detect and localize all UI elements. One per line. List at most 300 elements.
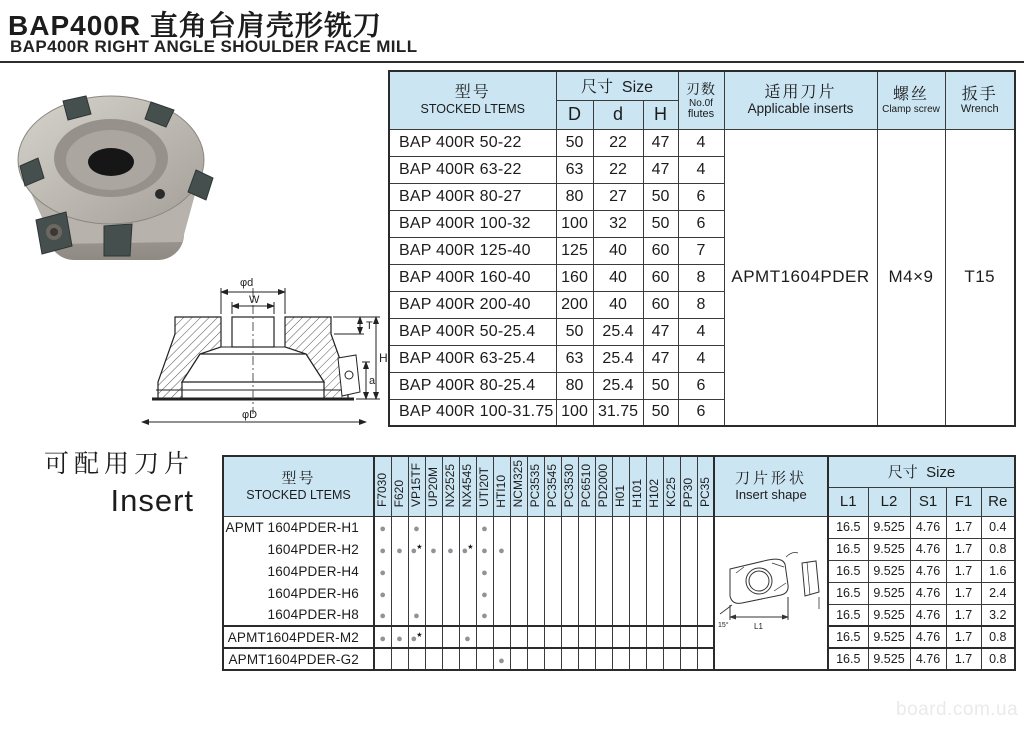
model-cell: BAP 400R 50-25.4 [389, 318, 556, 345]
availability-dot: ● [430, 544, 437, 557]
dim-H-cell: 47 [643, 318, 678, 345]
grade-mark-cell [578, 516, 595, 538]
grade-mark-cell [391, 648, 408, 670]
grade-mark-cell [612, 648, 629, 670]
insert-table-row [223, 626, 1015, 648]
size-subheader-l2: L2 [868, 487, 910, 516]
grade-mark-cell [629, 626, 646, 648]
grade-mark-cell [391, 604, 408, 626]
grade-mark-cell [374, 582, 391, 604]
availability-dot: ● [379, 610, 387, 622]
availability-dot: ● [379, 588, 387, 601]
flutes-cell: 6 [678, 372, 724, 399]
insert-shape-cell [714, 516, 828, 670]
grade-column-header-pc6510: PC6510 [578, 456, 595, 516]
insert-model-cell: 1604PDER-H6 [223, 582, 374, 604]
grade-mark-cell [527, 560, 544, 582]
dim-H-cell: 47 [643, 156, 678, 183]
dimension-drawing [120, 262, 388, 443]
col-header-D: D [556, 100, 593, 129]
insert-model-column-header: 型号 STOCKED LTEMS [223, 456, 374, 516]
availability-dot: ● [481, 544, 488, 557]
grade-mark-cell [544, 648, 561, 670]
insert-table-row [223, 538, 1015, 560]
grade-mark-cell [425, 604, 442, 626]
grade-column-header-kc25: KC25 [663, 456, 680, 516]
grade-mark-cell [578, 538, 595, 560]
size-value-cell: 4.76 [910, 516, 946, 538]
star-marker: ★ [467, 543, 474, 551]
availability-dot: ● [396, 632, 403, 645]
dim-d-cell: 32 [593, 210, 643, 237]
grade-mark-cell [510, 648, 527, 670]
insert-model-cell: APMT1604PDER-G2 [223, 648, 374, 670]
mill-table-body [389, 129, 1015, 426]
grade-mark-cell [408, 516, 425, 538]
model-cell: BAP 400R 160-40 [389, 264, 556, 291]
size-value-cell: 9.525 [868, 538, 910, 560]
insert-table-row [223, 516, 1015, 538]
grade-mark-cell [493, 516, 510, 538]
grade-mark-cell [459, 538, 476, 560]
model-cell: BAP 400R 125-40 [389, 237, 556, 264]
size-value-cell: 9.525 [868, 582, 910, 604]
dim-d-cell: 25.4 [593, 318, 643, 345]
grade-mark-cell [527, 648, 544, 670]
grade-mark-cell [629, 604, 646, 626]
size-value-cell: 4.76 [910, 560, 946, 582]
size-column-header: 尺寸 Size [556, 71, 678, 100]
grade-mark-cell [374, 560, 391, 582]
svg-text:φD: φD [242, 409, 258, 421]
clamp-screw-value: M4×9 [877, 129, 945, 426]
grade-mark-cell [442, 582, 459, 604]
model-cell: BAP 400R 80-25.4 [389, 372, 556, 399]
grade-mark-cell [425, 582, 442, 604]
dim-H-cell: 60 [643, 237, 678, 264]
grade-mark-cell [527, 538, 544, 560]
grade-mark-cell [510, 582, 527, 604]
size-value-cell: 4.76 [910, 648, 946, 670]
dim-H-cell: 50 [643, 183, 678, 210]
dim-D-cell: 125 [556, 237, 593, 264]
availability-dot: ● [379, 544, 387, 557]
grade-mark-cell [578, 582, 595, 604]
dim-D-cell: 100 [556, 399, 593, 426]
size-value-cell: 16.5 [828, 582, 868, 604]
col-header-d: d [593, 100, 643, 129]
flutes-cell: 4 [678, 318, 724, 345]
grade-mark-cell [646, 626, 663, 648]
dim-D-cell: 63 [556, 345, 593, 372]
grade-mark-cell [595, 604, 612, 626]
insert-table-row [223, 604, 1015, 626]
size-subheader-s1: S1 [910, 487, 946, 516]
availability-dot: ● [481, 610, 488, 622]
grade-mark-cell [612, 582, 629, 604]
grade-mark-cell [697, 516, 714, 538]
grade-mark-cell [408, 648, 425, 670]
model-column-header: 型号 STOCKED LTEMS [389, 71, 556, 129]
availability-dot: ● [379, 632, 387, 645]
availability-dot: ● [379, 566, 387, 579]
grade-mark-cell [442, 648, 459, 670]
grade-mark-cell [527, 582, 544, 604]
grade-column-header-pp30: PP30 [680, 456, 697, 516]
size-value-cell: 9.525 [868, 626, 910, 648]
grade-mark-cell [697, 560, 714, 582]
size-value-cell: 16.5 [828, 626, 868, 648]
grade-mark-cell [510, 560, 527, 582]
svg-text:H: H [379, 351, 388, 365]
grade-mark-cell [595, 648, 612, 670]
grade-mark-cell [425, 516, 442, 538]
grade-mark-cell [663, 648, 680, 670]
svg-text:L1: L1 [754, 622, 763, 632]
size-value-cell: 4.76 [910, 582, 946, 604]
grade-mark-cell [646, 648, 663, 670]
dim-H-cell: 50 [643, 372, 678, 399]
grade-mark-cell [527, 516, 544, 538]
grade-mark-cell [374, 538, 391, 560]
grade-mark-cell [680, 560, 697, 582]
svg-text:φd: φd [240, 277, 254, 289]
grade-mark-cell [442, 516, 459, 538]
grade-column-header-h102: H102 [646, 456, 663, 516]
dim-D-cell: 160 [556, 264, 593, 291]
grade-mark-cell [561, 626, 578, 648]
grade-mark-cell [561, 582, 578, 604]
grade-mark-cell [510, 626, 527, 648]
grade-mark-cell [391, 560, 408, 582]
grade-mark-cell [544, 560, 561, 582]
insert-model-cell: APMT1604PDER-M2 [223, 626, 374, 648]
grade-mark-cell [629, 648, 646, 670]
grade-mark-cell [425, 560, 442, 582]
grade-mark-cell [476, 582, 493, 604]
flutes-cell: 7 [678, 237, 724, 264]
grade-mark-cell [595, 626, 612, 648]
size-value-cell: 16.5 [828, 538, 868, 560]
grade-column-header-ncm325: NCM325 [510, 456, 527, 516]
grade-mark-cell [595, 538, 612, 560]
model-cell: BAP 400R 63-25.4 [389, 345, 556, 372]
grade-mark-cell [459, 516, 476, 538]
watermark: board.com.ua [896, 699, 1019, 720]
size-value-cell: 9.525 [868, 648, 910, 670]
flutes-cell: 6 [678, 210, 724, 237]
grade-mark-cell [561, 604, 578, 626]
grade-mark-cell [459, 604, 476, 626]
grade-mark-cell [391, 582, 408, 604]
grade-mark-cell [697, 538, 714, 560]
model-cell: BAP 400R 200-40 [389, 291, 556, 318]
grade-mark-cell [391, 626, 408, 648]
availability-dot: ● [481, 566, 488, 579]
insert-section-label [18, 444, 194, 519]
insert-table-row [223, 648, 1015, 670]
grade-mark-cell [612, 560, 629, 582]
grade-mark-cell [408, 626, 425, 648]
size-value-cell: 0.8 [981, 648, 1015, 670]
grade-mark-cell [561, 648, 578, 670]
grade-mark-cell [544, 582, 561, 604]
size-subheader-f1: F1 [946, 487, 981, 516]
dim-d-cell: 31.75 [593, 399, 643, 426]
grade-mark-cell [425, 648, 442, 670]
dim-d-cell: 25.4 [593, 372, 643, 399]
grade-mark-cell [697, 604, 714, 626]
insert-table [222, 455, 1016, 671]
grade-mark-cell [680, 582, 697, 604]
grade-column-header-pc3545: PC3545 [544, 456, 561, 516]
grade-mark-cell [646, 560, 663, 582]
grade-mark-cell [595, 560, 612, 582]
dim-D-cell: 80 [556, 372, 593, 399]
availability-dot: ● [396, 544, 403, 557]
size-value-cell: 1.7 [946, 560, 981, 582]
availability-dot: ● [481, 522, 488, 535]
size-value-cell: 2.4 [981, 582, 1015, 604]
size-value-cell: 0.4 [981, 516, 1015, 538]
flutes-cell: 6 [678, 399, 724, 426]
mill-table-row [389, 129, 1015, 156]
size-value-cell: 1.7 [946, 582, 981, 604]
svg-text:W: W [249, 294, 260, 306]
grade-mark-cell [544, 516, 561, 538]
availability-dot: ● [481, 588, 488, 601]
insert-size-column-header: 尺寸 Size [828, 456, 1015, 487]
flutes-cell: 8 [678, 291, 724, 318]
grade-mark-cell [544, 604, 561, 626]
insert-table-row [223, 582, 1015, 604]
model-cell: BAP 400R 100-31.75 [389, 399, 556, 426]
grade-mark-cell [374, 648, 391, 670]
grade-mark-cell [663, 626, 680, 648]
dim-D-cell: 200 [556, 291, 593, 318]
size-value-cell: 16.5 [828, 516, 868, 538]
grade-column-header-h01: H01 [612, 456, 629, 516]
grade-mark-cell [646, 582, 663, 604]
grade-mark-cell [595, 516, 612, 538]
availability-dot: ● [464, 632, 471, 645]
grade-column-header-nx4545: NX4545 [459, 456, 476, 516]
grade-column-header-f620: F620 [391, 456, 408, 516]
grade-mark-cell [459, 582, 476, 604]
size-value-cell: 16.5 [828, 604, 868, 626]
grade-mark-cell [612, 604, 629, 626]
dim-d-cell: 25.4 [593, 345, 643, 372]
grade-mark-cell [578, 648, 595, 670]
grade-mark-cell [408, 538, 425, 560]
size-value-cell: 0.8 [981, 538, 1015, 560]
grade-mark-cell [493, 560, 510, 582]
grade-mark-cell [527, 626, 544, 648]
grade-mark-cell [527, 604, 544, 626]
grade-mark-cell [680, 648, 697, 670]
clamp-screw-header: 螺丝 Clamp screw [877, 71, 945, 129]
size-value-cell: 1.7 [946, 538, 981, 560]
grade-mark-cell [374, 604, 391, 626]
size-subheader-re: Re [981, 487, 1015, 516]
grade-mark-cell [442, 626, 459, 648]
grade-mark-cell [476, 538, 493, 560]
dim-D-cell: 50 [556, 318, 593, 345]
grade-mark-cell [629, 582, 646, 604]
grade-mark-cell [663, 582, 680, 604]
grade-mark-cell [561, 538, 578, 560]
grade-mark-cell [476, 626, 493, 648]
page-title: BAP400R 直角台肩壳形铣刀 [8, 10, 382, 41]
dim-d-cell: 40 [593, 264, 643, 291]
model-cell: BAP 400R 63-22 [389, 156, 556, 183]
grade-mark-cell [442, 604, 459, 626]
applicable-inserts-header: 适用刀片 Applicable inserts [724, 71, 877, 129]
grade-mark-cell [629, 516, 646, 538]
size-value-cell: 4.76 [910, 538, 946, 560]
size-value-cell: 16.5 [828, 648, 868, 670]
size-value-cell: 4.76 [910, 626, 946, 648]
grade-mark-cell [425, 538, 442, 560]
model-cell: BAP 400R 80-27 [389, 183, 556, 210]
grade-column-header-pc35: PC35 [697, 456, 714, 516]
grade-column-header-nx2525: NX2525 [442, 456, 459, 516]
grade-mark-cell [663, 516, 680, 538]
col-header-H: H [643, 100, 678, 129]
grade-mark-cell [646, 604, 663, 626]
insert-model-cell: 1604PDER-H4 [223, 560, 374, 582]
grade-mark-cell [595, 582, 612, 604]
availability-dot: ● [379, 522, 387, 535]
flutes-cell: 4 [678, 129, 724, 156]
svg-text:a: a [369, 375, 376, 387]
dim-d-cell: 22 [593, 156, 643, 183]
svg-text:T: T [366, 320, 373, 332]
grade-mark-cell [391, 516, 408, 538]
grade-column-header-f7030: F7030 [374, 456, 391, 516]
grade-mark-cell [459, 560, 476, 582]
grade-mark-cell [663, 560, 680, 582]
size-value-cell: 1.7 [946, 604, 981, 626]
grade-mark-cell [442, 560, 459, 582]
dim-H-cell: 60 [643, 291, 678, 318]
dim-d-cell: 40 [593, 237, 643, 264]
grade-mark-cell [629, 538, 646, 560]
dim-d-cell: 22 [593, 129, 643, 156]
mill-spec-table [388, 70, 1016, 427]
svg-text:15°: 15° [718, 622, 729, 630]
availability-dot: ● [498, 654, 505, 667]
grade-mark-cell [680, 538, 697, 560]
dim-H-cell: 47 [643, 129, 678, 156]
insert-section-label-cn: 可配用刀片 [43, 450, 194, 478]
grade-mark-cell [493, 604, 510, 626]
grade-mark-cell [391, 538, 408, 560]
grade-mark-cell [544, 626, 561, 648]
size-value-cell: 1.7 [946, 626, 981, 648]
availability-dot: ● [413, 522, 420, 535]
grade-mark-cell [612, 516, 629, 538]
grade-mark-cell [476, 648, 493, 670]
size-value-cell: 0.8 [981, 626, 1015, 648]
grade-mark-cell [544, 538, 561, 560]
grade-mark-cell [680, 604, 697, 626]
grade-mark-cell [408, 604, 425, 626]
dim-D-cell: 100 [556, 210, 593, 237]
dim-d-cell: 27 [593, 183, 643, 210]
grade-mark-cell [510, 604, 527, 626]
insert-shape-column-header: 刀片形状 Insert shape [714, 456, 828, 516]
grade-mark-cell [561, 560, 578, 582]
grade-mark-cell [663, 538, 680, 560]
size-value-cell: 9.525 [868, 604, 910, 626]
availability-dot: ● [410, 632, 418, 645]
dim-D-cell: 80 [556, 183, 593, 210]
availability-dot: ● [413, 610, 420, 622]
grade-mark-cell [374, 516, 391, 538]
flutes-cell: 4 [678, 156, 724, 183]
dim-H-cell: 50 [643, 399, 678, 426]
grade-mark-cell [476, 516, 493, 538]
grade-mark-cell [646, 516, 663, 538]
grade-mark-cell [493, 626, 510, 648]
page-subtitle: BAP400R RIGHT ANGLE SHOULDER FACE MILL [10, 37, 418, 56]
insert-table-row [223, 560, 1015, 582]
grade-column-header-hti10: HTI10 [493, 456, 510, 516]
flutes-column-header: 刃数 No.0f flutes [678, 71, 724, 129]
grade-mark-cell [629, 560, 646, 582]
size-value-cell: 9.525 [868, 516, 910, 538]
grade-column-header-pd2000: PD2000 [595, 456, 612, 516]
wrench-value: T15 [945, 129, 1015, 426]
grade-mark-cell [612, 626, 629, 648]
flutes-cell: 4 [678, 345, 724, 372]
size-value-cell: 1.7 [946, 516, 981, 538]
grade-mark-cell [561, 516, 578, 538]
grade-column-header-uti20t: UTI20T [476, 456, 493, 516]
grade-column-header-pc3530: PC3530 [561, 456, 578, 516]
grade-mark-cell [459, 626, 476, 648]
grade-mark-cell [663, 604, 680, 626]
dim-H-cell: 47 [643, 345, 678, 372]
dim-D-cell: 63 [556, 156, 593, 183]
grade-mark-cell [680, 516, 697, 538]
grade-mark-cell [459, 648, 476, 670]
size-value-cell: 1.6 [981, 560, 1015, 582]
size-value-cell: 1.7 [946, 648, 981, 670]
grade-mark-cell [697, 626, 714, 648]
insert-section-label-en: Insert [110, 483, 194, 518]
grade-mark-cell [442, 538, 459, 560]
product-photo [8, 70, 218, 275]
size-value-cell: 4.76 [910, 604, 946, 626]
grade-mark-cell [680, 626, 697, 648]
grade-column-header-h101: H101 [629, 456, 646, 516]
model-cell: BAP 400R 50-22 [389, 129, 556, 156]
availability-dot: ● [498, 544, 505, 557]
model-cell: BAP 400R 100-32 [389, 210, 556, 237]
grade-mark-cell [612, 538, 629, 560]
insert-shape-drawing [715, 517, 827, 668]
grade-mark-cell [408, 582, 425, 604]
insert-table-body [223, 516, 1015, 670]
grade-mark-cell [408, 560, 425, 582]
star-marker: ★ [416, 631, 423, 639]
dim-H-cell: 60 [643, 264, 678, 291]
grade-mark-cell [493, 648, 510, 670]
applicable-insert-value: APMT1604PDER [724, 129, 877, 426]
grade-column-header-up20m: UP20M [425, 456, 442, 516]
